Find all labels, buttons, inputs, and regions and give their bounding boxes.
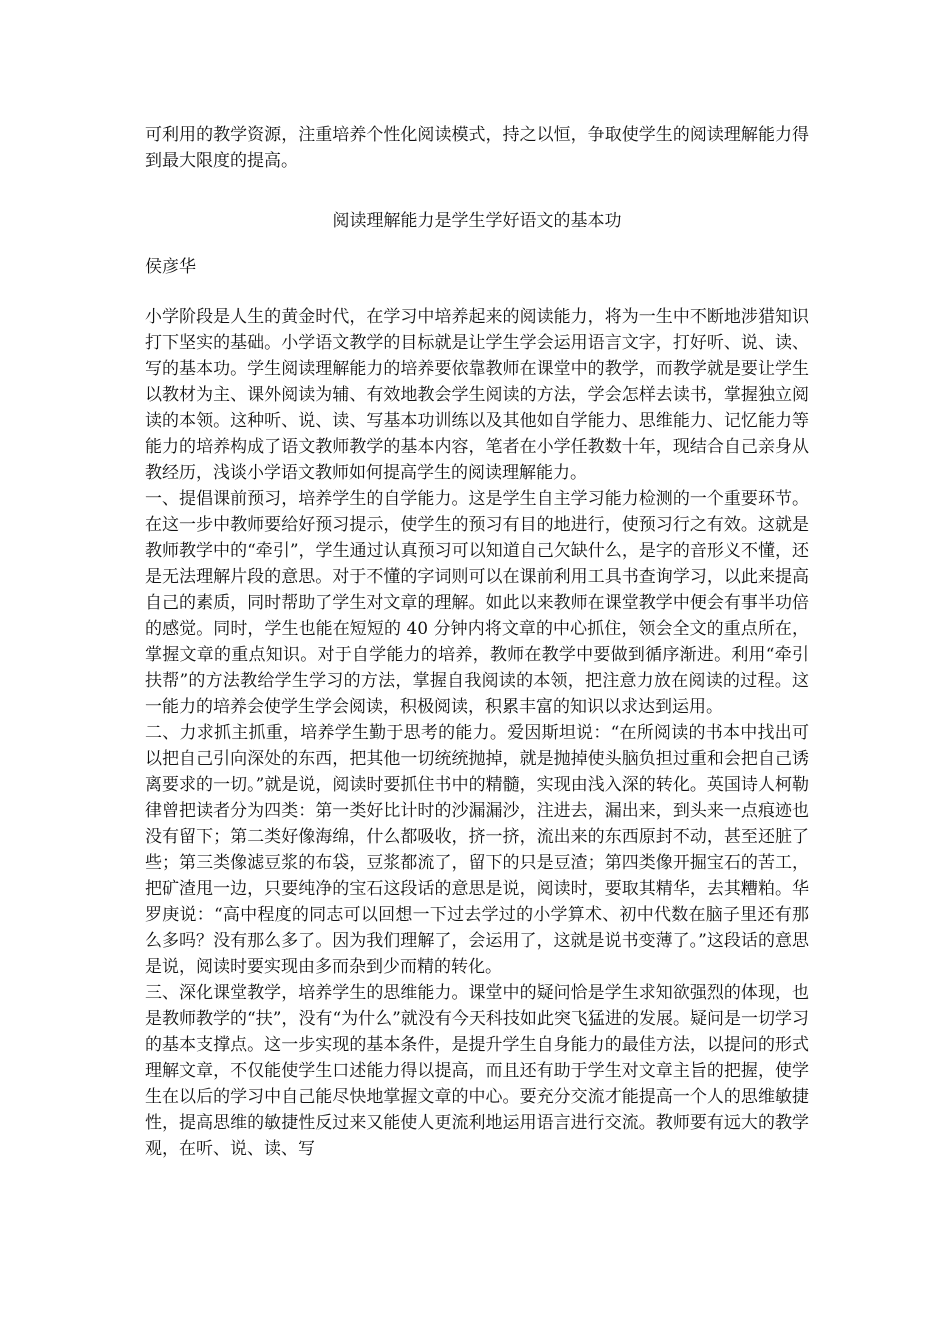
body-paragraph-section-2: 二、力求抓主抓重，培养学生勤于思考的能力。爱因斯坦说：“在所阅读的书本中找出可以把自己引向深处的东西，把其他一切统统抛掉，就是抛掉使头脑负担过重和会把自己诱离要求的一切。”就是说，阅读时要抓住书中的精髓，实现由浅入深的转化。英国诗人柯勒律曾把读者分为四类：第一类好比计时的沙漏漏沙，注进去，漏出来，到头来一点痕迹也没有留下；第二类好像海绵，什么都吸收，挤一挤，流出来的东西原封不动，甚至还脏了些；第三类像滤豆浆的布袋，豆浆都流了，留下的只是豆渣；第四类像开掘宝石的苦工，把矿渣甩一边，只要纯净的宝石这段话的意思是说，阅读时，要取其精华，去其糟粕。华罗庚说：“高中程度的同志可以回想一下过去学过的小学算术、初中代数在脑子里还有那么多吗？没有那么多了。因为我们理解了，会运用了，这就是说书变薄了。”这段话的意思是说，阅读时要实现由多而杂到少而精的转化。 [145,723,809,977]
article-author: 侯彦华 [145,257,196,277]
document-page [145,122,809,1162]
article-title: 阅读理解能力是学生学好语文的基本功 [332,211,622,231]
body-paragraph-section-3: 三、深化课堂教学，培养学生的思维能力。课堂中的疑问恰是学生求知欲强烈的体现，也是教师教学的“扶”，没有“为什么”就没有今天科技如此突飞猛进的发展。疑问是一切学习的基本支撑点。这一步实现的基本条件，是提升学生自身能力的最佳方法，以提问的形式理解文章，不仅能使学生口述能力得以提高，而且还有助于学生对文章主旨的把握，使学生在以后的学习中自己能尽快地掌握文章的中心。要充分交流才能提高一个人的思维敏捷性，提高思维的敏捷性反过来又能使人更流利地运用语言进行交流。教师要有远大的教学观，在听、说、读、写 [145,983,809,1159]
body-paragraph-section-1: 一、提倡课前预习，培养学生的自学能力。这是学生自主学习能力检测的一个重要环节。在这一步中教师要给好预习提示，使学生的预习有目的地进行，使预习行之有效。这就是教师教学中的“牵引”，学生通过认真预习可以知道自己欠缺什么，是字的音形义不懂，还是无法理解片段的意思。对于不懂的字词则可以在课前利用工具书查询学习，以此来提高自己的素质，同时帮助了学生对文章的理解。如此以来教师在课堂教学中便会有事半功倍的感觉。同时，学生也能在短短的 40 分钟内将文章的中心抓住，领会全文的重点所在，掌握文章的重点知识。对于自学能力的培养，教师在教学中要做到循序渐进。利用“牵引扶帮”的方法教给学生学习的方法，掌握自我阅读的本领，把注意力放在阅读的过程。这一能力的培养会使学生学会阅读，积极阅读，积累丰富的知识以求达到运用。 [145,489,809,717]
intro-tail-paragraph: 可利用的教学资源，注重培养个性化阅读模式，持之以恒，争取使学生的阅读理解能力得到最大限度的提高。 [145,125,809,171]
body-paragraph-intro: 小学阶段是人生的黄金时代，在学习中培养起来的阅读能力，将为一生中不断地涉猎知识打下坚实的基础。小学语文教学的目标就是让学生学会运用语言文字，打好听、说、读、写的基本功。学生阅读理解能力的培养要依靠教师在课堂中的教学，而教学就是要让学生以教材为主、课外阅读为辅、有效地教会学生阅读的方法，学会怎样去读书，掌握独立阅读的本领。这种听、说、读、写基本功训练以及其他如自学能力、思维能力、记忆能力等能力的培养构成了语文教师教学的基本内容，笔者在小学任教数十年，现结合自己亲身从教经历，浅谈小学语文教师如何提高学生的阅读理解能力。 [145,307,809,483]
